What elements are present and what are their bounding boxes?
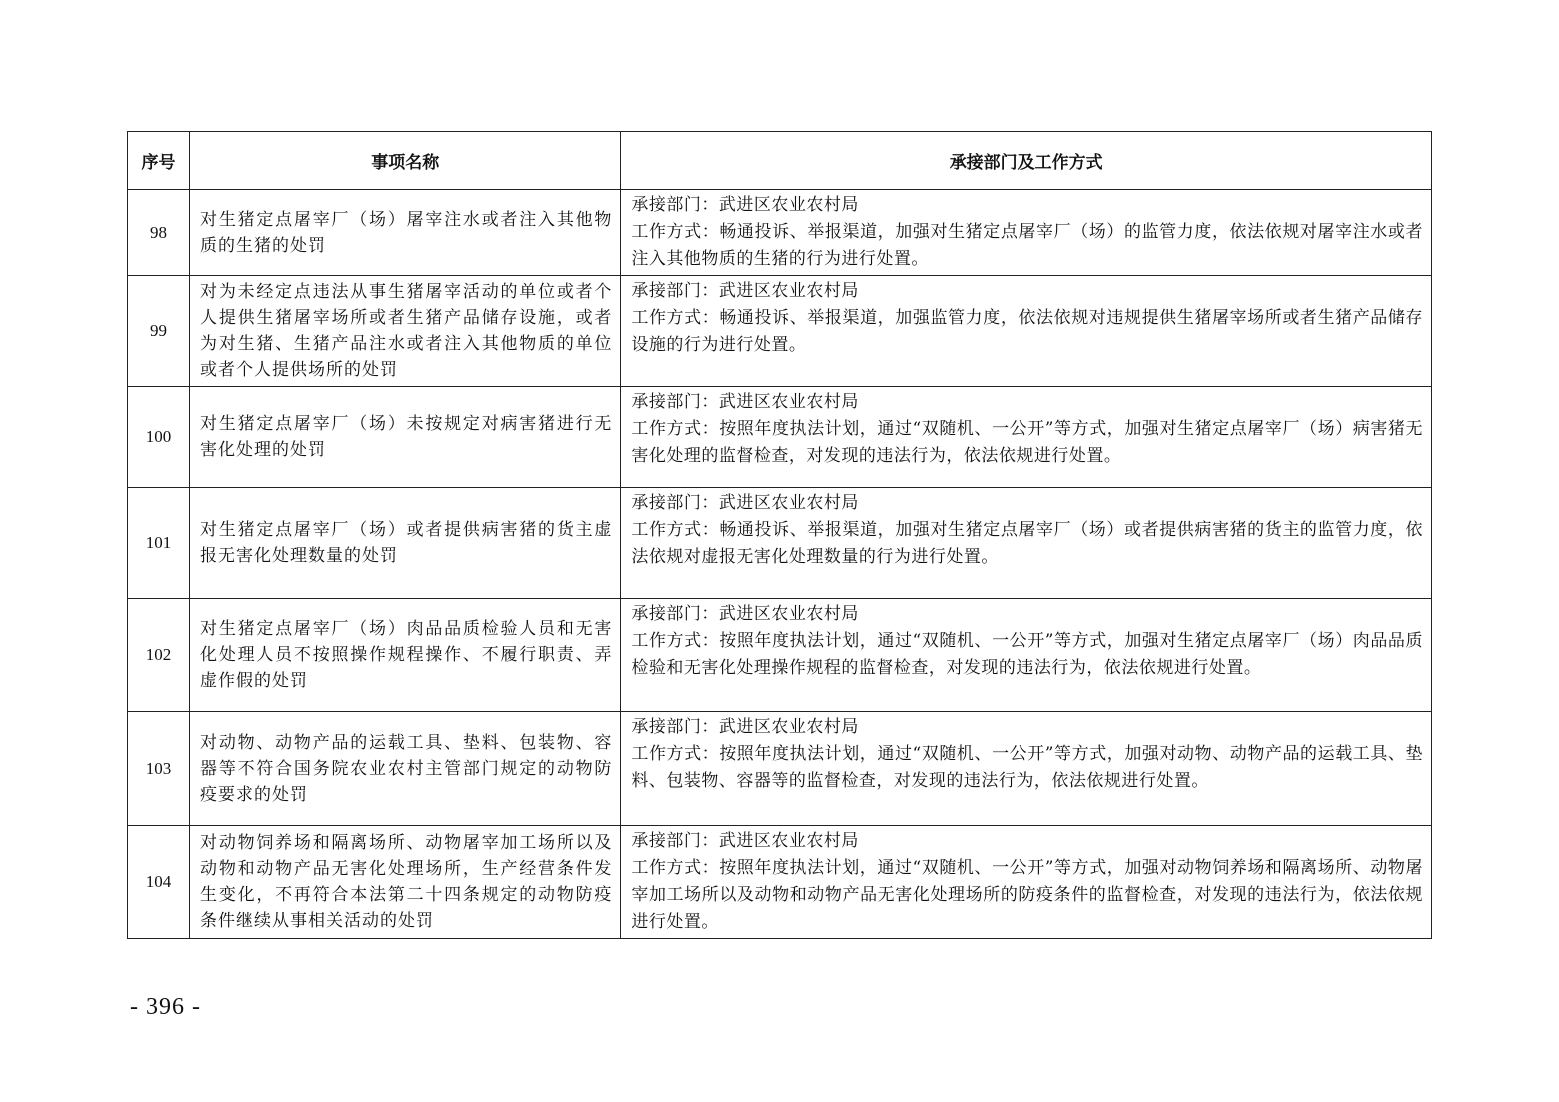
row-department: 承接部门：武进区农业农村局: [631, 195, 859, 215]
table-row: [128, 826, 1432, 939]
row-department: 承接部门：武进区农业农村局: [631, 392, 859, 412]
table-row: [128, 276, 1432, 387]
items-table: [127, 131, 1432, 939]
row-department: 承接部门：武进区农业农村局: [631, 281, 859, 301]
row-work-method: 工作方式：畅通投诉、举报渠道，加强对生猪定点屠宰厂（场）的监管力度，依法依规对屠宰注水或者注入其他物质的生猪的行为进行处置。: [631, 222, 1423, 269]
row-work-method: 工作方式：按照年度执法计划，通过“双随机、一公开”等方式，加强对动物饲养场和隔离场所、动物屠宰加工场所以及动物和动物产品无害化处理场所的防疫条件的监督检查，对发现的违法行为，依法依规进行处置。: [631, 858, 1423, 932]
row-name: 对生猪定点屠宰厂（场）未按规定对病害猪进行无害化处理的处罚: [190, 387, 621, 488]
row-name: 对为未经定点违法从事生猪屠宰活动的单位或者个人提供生猪屠宰场所或者生猪产品储存设施，或者为对生猪、生猪产品注水或者注入其他物质的单位或者个人提供场所的处罚: [190, 276, 621, 387]
row-method: [621, 488, 1432, 599]
row-method: [621, 276, 1432, 387]
row-department: 承接部门：武进区农业农村局: [631, 831, 859, 851]
row-method: [621, 826, 1432, 939]
row-name: 对生猪定点屠宰厂（场）或者提供病害猪的货主虚报无害化处理数量的处罚: [190, 488, 621, 599]
header-seq: 序号: [128, 132, 190, 190]
row-method: [621, 712, 1432, 826]
row-work-method: 工作方式：畅通投诉、举报渠道，加强对生猪定点屠宰厂（场）或者提供病害猪的货主的监管力度，依法依规对虚报无害化处理数量的行为进行处置。: [631, 520, 1423, 567]
row-work-method: 工作方式：畅通投诉、举报渠道，加强监管力度，依法依规对违规提供生猪屠宰场所或者生猪产品储存设施的行为进行处置。: [631, 308, 1423, 355]
header-name: 事项名称: [190, 132, 621, 190]
row-seq: 100: [128, 387, 190, 488]
row-department: 承接部门：武进区农业农村局: [631, 493, 859, 513]
table-row: [128, 387, 1432, 488]
row-name: 对动物、动物产品的运载工具、垫料、包装物、容器等不符合国务院农业农村主管部门规定的动物防疫要求的处罚: [190, 712, 621, 826]
table-header-row: [128, 132, 1432, 190]
row-seq: 99: [128, 276, 190, 387]
row-seq: 102: [128, 599, 190, 712]
row-method: [621, 387, 1432, 488]
row-work-method: 工作方式：按照年度执法计划，通过“双随机、一公开”等方式，加强对生猪定点屠宰厂（场）病害猪无害化处理的监督检查，对发现的违法行为，依法依规进行处置。: [631, 419, 1423, 466]
row-seq: 104: [128, 826, 190, 939]
row-name: 对生猪定点屠宰厂（场）肉品品质检验人员和无害化处理人员不按照操作规程操作、不履行职责、弄虚作假的处罚: [190, 599, 621, 712]
row-method: [621, 190, 1432, 276]
row-department: 承接部门：武进区农业农村局: [631, 604, 859, 624]
table-row: [128, 712, 1432, 826]
table-row: [128, 488, 1432, 599]
row-seq: 101: [128, 488, 190, 599]
row-work-method: 工作方式：按照年度执法计划，通过“双随机、一公开”等方式，加强对生猪定点屠宰厂（场）肉品品质检验和无害化处理操作规程的监督检查，对发现的违法行为，依法依规进行处置。: [631, 631, 1423, 678]
row-name: 对生猪定点屠宰厂（场）屠宰注水或者注入其他物质的生猪的处罚: [190, 190, 621, 276]
row-seq: 98: [128, 190, 190, 276]
table-row: [128, 190, 1432, 276]
page-number: - 396 -: [130, 994, 201, 1020]
table-row: [128, 599, 1432, 712]
row-work-method: 工作方式：按照年度执法计划，通过“双随机、一公开”等方式，加强对动物、动物产品的运载工具、垫料、包装物、容器等的监督检查，对发现的违法行为，依法依规进行处置。: [631, 744, 1423, 791]
row-method: [621, 599, 1432, 712]
row-seq: 103: [128, 712, 190, 826]
row-department: 承接部门：武进区农业农村局: [631, 717, 859, 737]
row-name: 对动物饲养场和隔离场所、动物屠宰加工场所以及动物和动物产品无害化处理场所，生产经营条件发生变化，不再符合本法第二十四条规定的动物防疫条件继续从事相关活动的处罚: [190, 826, 621, 939]
header-method: 承接部门及工作方式: [621, 132, 1432, 190]
